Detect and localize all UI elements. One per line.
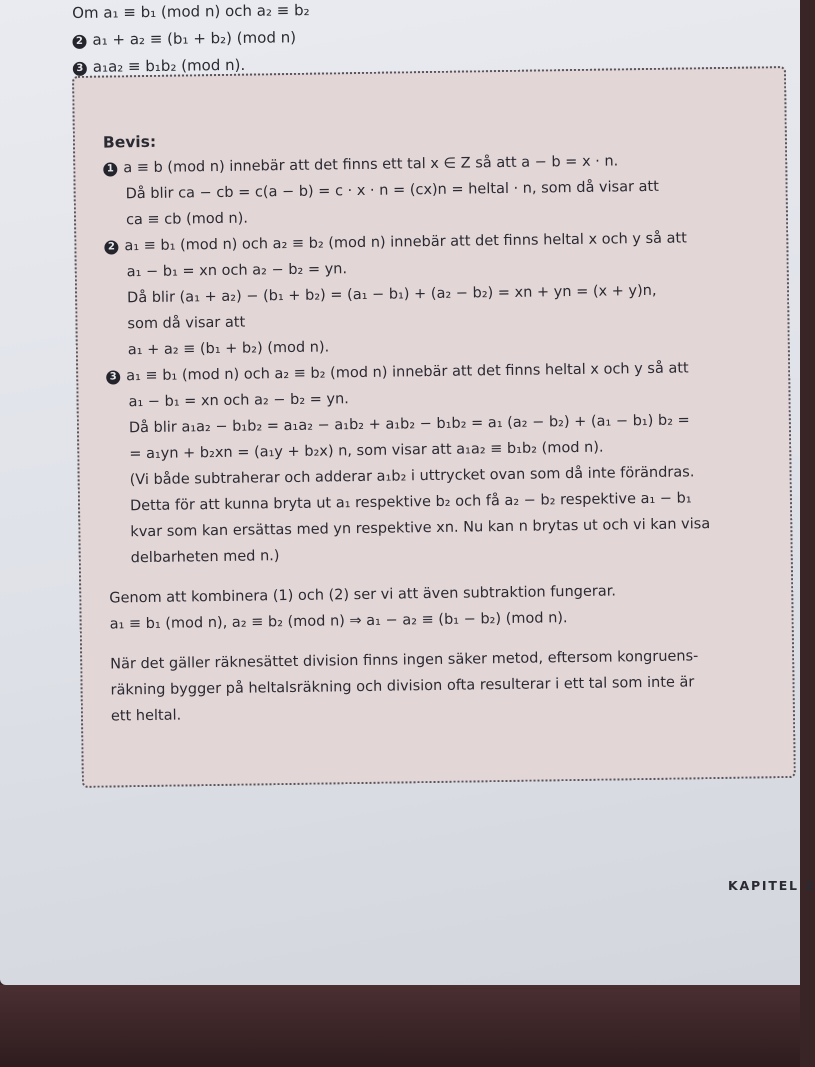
top-line-2-text: a₁ + a₂ ≡ (b₁ + b₂) (mod n) [92, 28, 297, 49]
proof-3-note-4: delbarheten med n.) [130, 548, 280, 567]
proof-3-line-3: Då blir a₁a₂ − b₁b₂ = a₁a₂ − a₁b₂ + a₁b₂ − b₁b₂ = a₁ (a₂ − b₂) + (a₁ − b₁) b₂ = [128, 412, 690, 437]
marker-2-icon: 2 [104, 240, 118, 254]
background-surface [0, 985, 800, 1067]
marker-3-icon: 3 [106, 370, 120, 384]
proof-heading: Bevis: [102, 132, 157, 152]
division-line-2: räkning bygger på heltalsräkning och division ofta resulterar i ett tal som inte är [110, 674, 695, 699]
top-line-3-text: a₁a₂ ≡ b₁b₂ (mod n). [92, 55, 246, 76]
marker-2-icon: 2 [72, 35, 86, 49]
proof-1-text-1: a ≡ b (mod n) innebär att det finns ett tal x ∈ Z så att a − b = x · n. [123, 153, 619, 177]
chapter-label: KAPITEL 2 [728, 878, 815, 893]
previous-statement [72, 0, 310, 81]
proof-2-line-4: som då visar att [127, 314, 246, 333]
combine-line-1: Genom att kombinera (1) och (2) ser vi att även subtraktion fungerar. [109, 583, 617, 607]
top-line-1-text: Om a₁ ≡ b₁ (mod n) och a₂ ≡ b₂ [72, 1, 310, 22]
proof-1-line-2: Då blir ca − cb = c(a − b) = c · x · n = (cx)n = heltal · n, som då visar att [125, 178, 659, 203]
proof-2-line-5: a₁ + a₂ ≡ (b₁ + b₂) (mod n). [127, 339, 330, 359]
division-line-3: ett heltal. [110, 707, 182, 725]
proof-2-line-3: Då blir (a₁ + a₂) − (b₁ + b₂) = (a₁ − b₁) + (a₂ − b₂) = xn + yn = (x + y)n, [126, 282, 657, 307]
proof-2-line-2: a₁ − b₁ = xn och a₂ − b₂ = yn. [126, 261, 348, 281]
marker-1-icon: 1 [103, 162, 117, 176]
combine-line-2: a₁ ≡ b₁ (mod n), a₂ ≡ b₂ (mod n) ⇒ a₁ − a₂ ≡ (b₁ − b₂) (mod n). [109, 610, 568, 633]
top-line-1 [72, 0, 310, 27]
division-line-1: När det gäller räknesättet division finns ingen säker metod, eftersom kongruens- [110, 648, 699, 673]
proof-2-text-1: a₁ ≡ b₁ (mod n) och a₂ ≡ b₂ (mod n) innebär att det finns heltal x och y så att [124, 230, 687, 255]
proof-3-note-1: (Vi både subtraherar och adderar a₁b₂ i uttrycket ovan som då inte förändras. [129, 464, 695, 489]
top-line-2 [72, 24, 310, 54]
proof-3-line-2: a₁ − b₁ = xn och a₂ − b₂ = yn. [128, 391, 349, 411]
proof-3-note-2: Detta för att kunna bryta ut a₁ respektive b₂ och få a₂ − b₂ respektive a₁ − b₁ [129, 490, 692, 515]
marker-3-icon: 3 [73, 62, 87, 76]
proof-content [103, 124, 773, 729]
proof-3-note-3: kvar som kan ersättas med yn respektive xn. Nu kan n brytas ut och vi kan visa [130, 516, 711, 541]
proof-box [72, 66, 796, 788]
proof-3-text-1: a₁ ≡ b₁ (mod n) och a₂ ≡ b₂ (mod n) innebär att det finns heltal x och y så att [126, 360, 689, 385]
proof-3-line-4: = a₁yn + b₂xn = (a₁y + b₂x) n, som visar att a₁a₂ ≡ b₁b₂ (mod n). [129, 439, 604, 463]
proof-1-line-3: ca ≡ cb (mod n). [125, 210, 249, 229]
